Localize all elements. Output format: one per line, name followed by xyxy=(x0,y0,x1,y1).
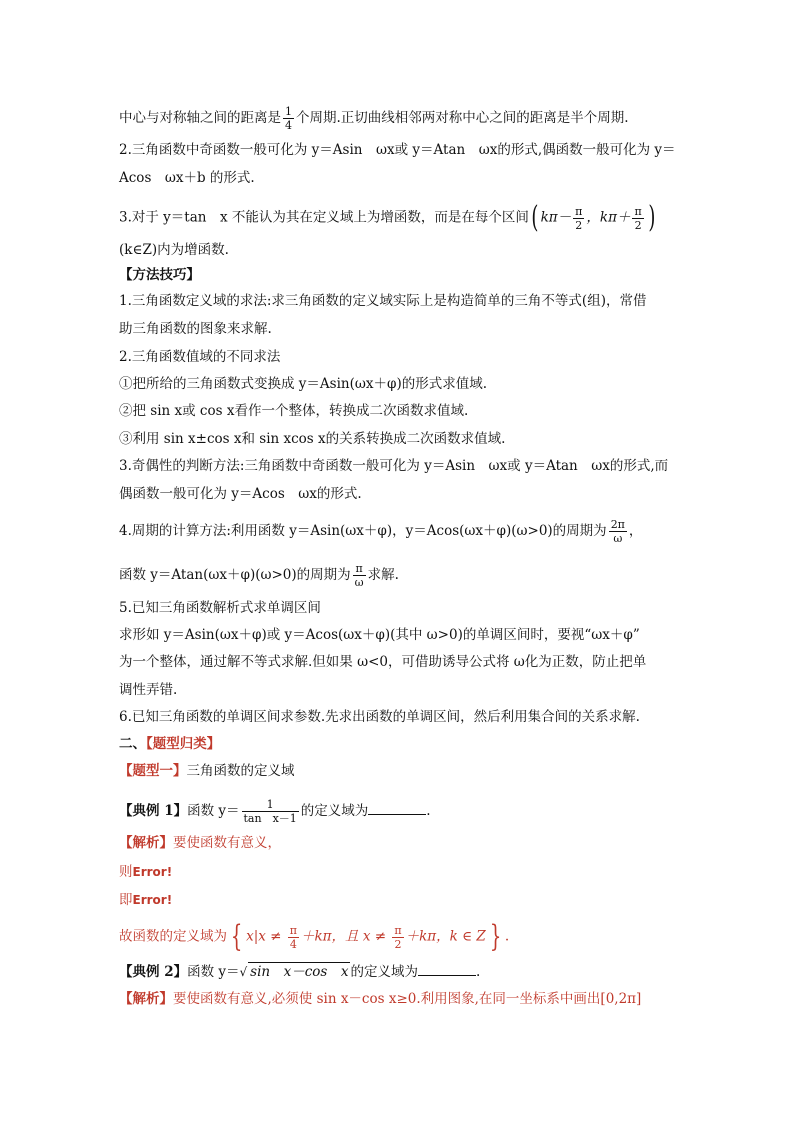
text-line-5: (k∈Z)内为增函数. xyxy=(119,242,229,258)
text-line-3: Acos ωx＋b 的形式. xyxy=(119,170,255,186)
text-line-13: 3.奇偶性的判断方法:三角函数中奇函数一般可化为 y＝Asin ωx或 y＝Atan ωx的形式,而 xyxy=(119,458,669,474)
fraction-pi-over-omega: $\frac{\pi}{\omega}$ xyxy=(354,562,364,589)
text-line-17: 5.已知三角函数解析式求单调区间 xyxy=(119,600,321,616)
solution-1-line-2: 则Error! xyxy=(119,864,173,880)
fraction-pi-over-2: $\frac{\pi}{2}$ xyxy=(394,923,402,951)
solution-2-line-1: 【解析】要使函数有意义,必须使 sin x－cos x≥0.利用图象,在同一坐标系中画出[0,2π] xyxy=(119,991,642,1007)
answer-blank xyxy=(368,802,426,815)
section-heading-types: 二、【题型归类】 xyxy=(119,736,221,752)
text-line-7: 1.三角函数定义域的求法:求三角函数的定义域实际上是构造简单的三角不等式(组)，常借 xyxy=(119,293,647,309)
left-brace: { xyxy=(230,919,243,954)
text-line-19: 为一个整体，通过解不等式求解.但如果 ω<0，可借助诱导公式将 ω化为正数，防止把单 xyxy=(119,654,647,670)
error-text: Error! xyxy=(132,893,173,907)
text-line-14: 偶函数一般可化为 y＝Acos ωx的形式. xyxy=(119,486,362,502)
text-line-8: 助三角函数的图象来求解. xyxy=(119,321,272,337)
text-line-11: ②把 sin x或 cos x看作一个整体，转换成二次函数求值域. xyxy=(119,403,469,419)
text-line-1: 中心与对称轴之间的距离是 $\frac{1}{4}$ 个周期.正切曲线相邻两对称中心之间的距离是半个周期. xyxy=(119,105,629,132)
section-heading-method: 【方法技巧】 xyxy=(119,267,200,283)
fraction-one-quarter: $\frac{1}{4}$ xyxy=(285,105,292,132)
example-1: 【典例 1】函数 y＝ $\frac{1}{\text{tan x－1}}$ 的定义域为 . xyxy=(119,798,431,825)
fraction-pi-over-2: $\frac{\pi}{2}$ xyxy=(634,204,642,232)
text-line-12: ③利用 sin x±cos x和 sin xcos x的关系转换成二次函数求值域. xyxy=(119,431,506,447)
text-line-15: 4.周期的计算方法:利用函数 y＝Asin(ωx＋φ)，y＝Acos(ωx＋φ)(ω>0)的周期为 $\frac{2\pi}{\omega}$ ， xyxy=(119,518,643,545)
sqrt-expression: sin x－cos x xyxy=(250,964,349,980)
left-paren: ( xyxy=(531,200,539,235)
right-paren: ) xyxy=(648,200,656,235)
text-line-4: 3.对于 y＝tan x 不能认为其在定义域上为增函数，而是在每个区间( kπ－ $\frac{\pi}{2}$ ，kπ＋ $\frac{\pi}{2}$ ) xyxy=(119,200,656,235)
text-line-16: 函数 y＝Atan(ωx＋φ)(ω>0)的周期为 $\frac{\pi}{\omega}$ 求解. xyxy=(119,562,399,589)
right-brace: } xyxy=(489,919,502,954)
text-line-9: 2.三角函数值域的不同求法 xyxy=(119,349,281,365)
text-line-10: ①把所给的三角函数式变换成 y＝Asin(ωx＋φ)的形式求值域. xyxy=(119,376,488,392)
error-text: Error! xyxy=(132,865,173,879)
sqrt-symbol: √ xyxy=(239,965,248,979)
text-line-18: 求形如 y＝Asin(ωx＋φ)或 y＝Acos(ωx＋φ)(其中 ω>0)的单调区间时，要视“ωx＋φ” xyxy=(119,627,640,643)
text-line-21: 6.已知三角函数的单调区间求参数.先求出函数的单调区间，然后利用集合间的关系求解. xyxy=(119,709,640,725)
solution-1-line-3: 即Error! xyxy=(119,892,173,908)
answer-blank xyxy=(418,963,476,976)
fraction-pi-over-4: $\frac{\pi}{4}$ xyxy=(289,923,297,951)
example-2: 【典例 2】函数 y＝√ sin x－cos x 的定义域为 . xyxy=(119,964,481,980)
solution-1-line-4: 故函数的定义域为 { x|x ≠ $\frac{\pi}{4}$ ＋kπ，且 x ≠ $\frac{\pi}{2}$ ＋kπ，k ∈ Z } . xyxy=(119,919,510,954)
fraction-1-over-tan: $\frac{1}{\text{tan x－1}}$ xyxy=(243,798,297,825)
type-one-heading: 【题型一】三角函数的定义域 xyxy=(119,763,295,779)
text-line-20: 调性弄错. xyxy=(119,682,178,698)
solution-1-line-1: 【解析】要使函数有意义， xyxy=(119,835,281,851)
text-line-2: 2.三角函数中奇函数一般可化为 y＝Asin ωx或 y＝Atan ωx的形式,偶函数一般可化为 y＝ xyxy=(119,142,676,158)
fraction-pi-over-2: $\frac{\pi}{2}$ xyxy=(575,204,583,232)
fraction-2pi-over-omega: $\frac{2\pi}{\omega}$ xyxy=(610,518,625,545)
